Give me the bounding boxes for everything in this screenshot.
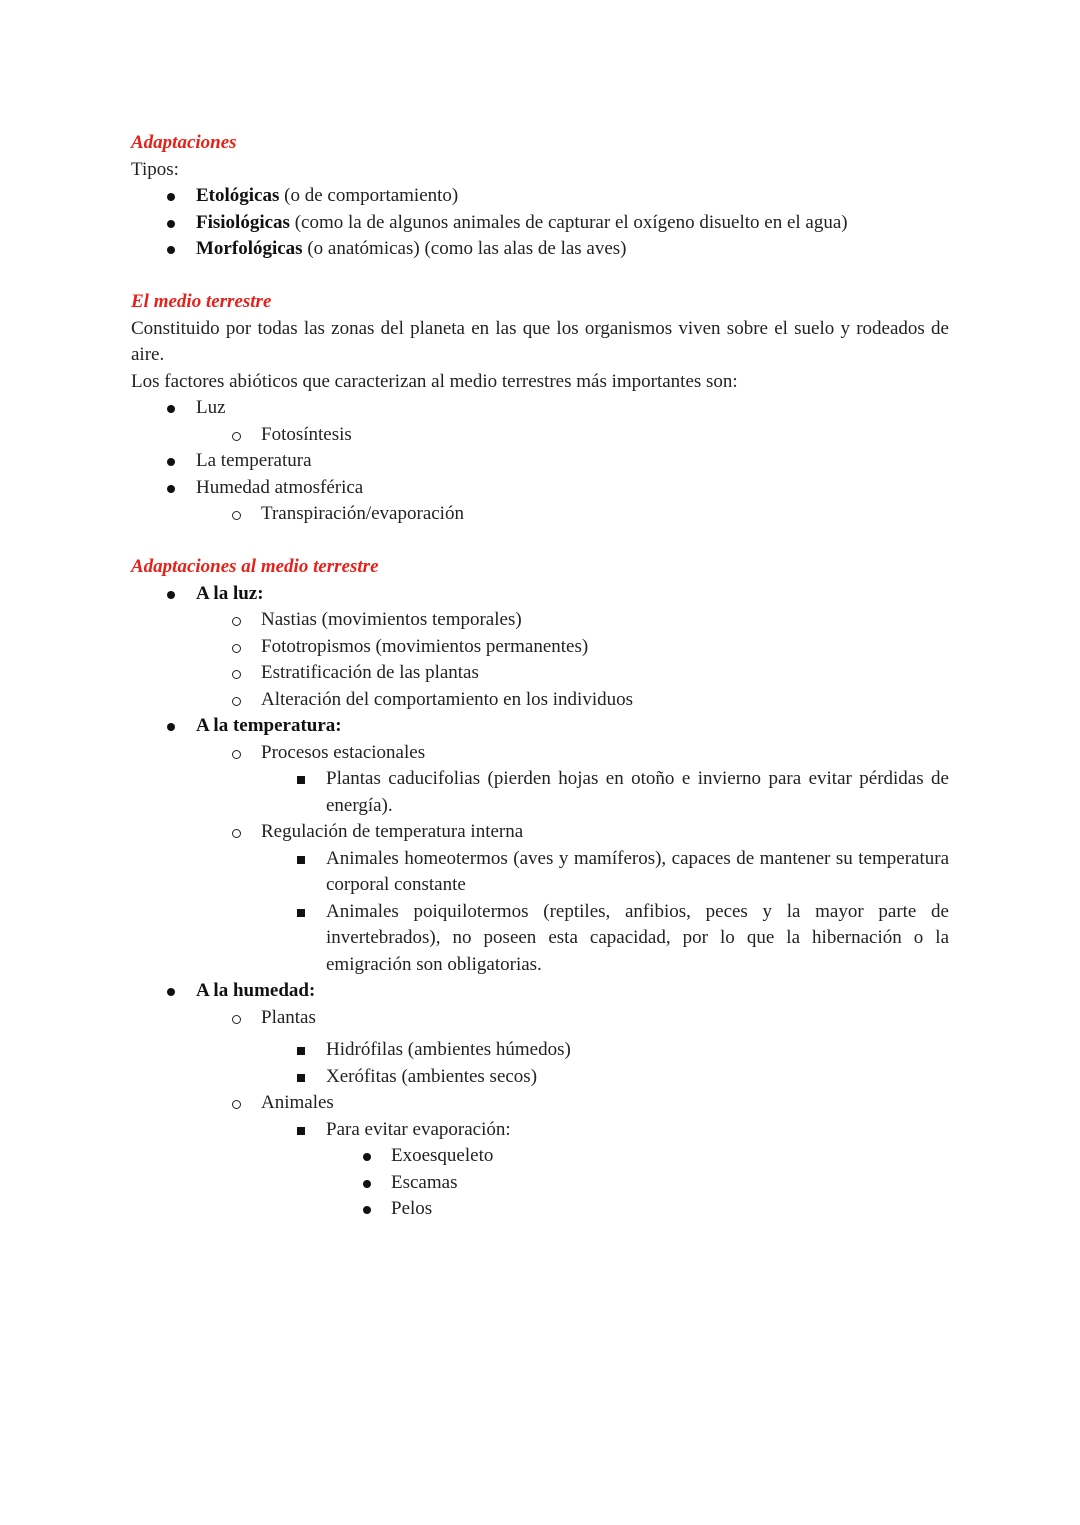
item-text: Animales poiquilotermos (reptiles, anfibios, peces y la mayor parte de invertebrados), no poseen esta capacidad, por lo que la hibernación o la emigración son obligatorias. (326, 900, 949, 975)
paragraph: Constituido por todas las zonas del planeta en las que los organismos viven sobre el suelo y rodeados de aire. (131, 317, 949, 365)
circle-bullet-icon (232, 697, 241, 706)
bullet-icon (167, 193, 175, 201)
item-term: Morfológicas (196, 238, 303, 259)
list-item (131, 1117, 949, 1144)
item-text: Transpiración/evaporación (261, 503, 464, 524)
circle-bullet-icon (232, 617, 241, 626)
square-bullet-icon (297, 1074, 305, 1082)
item-term: A la humedad: (196, 980, 316, 1001)
list-item (131, 210, 949, 237)
item-text: Pelos (391, 1198, 433, 1219)
item-text: Hidrófilas (ambientes húmedos) (326, 1039, 571, 1060)
item-text: Nastias (movimientos temporales) (261, 609, 522, 630)
bullet-icon (167, 988, 175, 996)
item-text: La temperatura (196, 450, 312, 471)
item-text: Alteración del comportamiento en los individuos (261, 688, 634, 710)
list-item (131, 236, 949, 263)
item-text: Para evitar evaporación: (326, 1118, 511, 1140)
circle-bullet-icon (232, 511, 241, 520)
item-text: Fototropismos (movimientos permanentes) (261, 635, 589, 657)
circle-bullet-icon (232, 1015, 241, 1024)
bullet-icon (167, 458, 175, 466)
list-item (131, 766, 949, 819)
item-term: A la luz: (196, 582, 264, 604)
list-item (131, 607, 949, 634)
list-item (131, 422, 949, 449)
item-term: Fisiológicas (196, 211, 290, 233)
list-item (131, 819, 949, 846)
list-item (131, 448, 949, 475)
circle-bullet-icon (232, 750, 241, 759)
item-term: Etológicas (196, 185, 280, 206)
list-item (131, 1037, 949, 1064)
item-text: (como la de algunos animales de capturar el oxígeno disuelto en el agua) (289, 211, 848, 233)
circle-bullet-icon (232, 829, 241, 838)
item-text: Luz (196, 397, 226, 418)
item-text: Humedad atmosférica (196, 476, 364, 498)
paragraph: Los factores abióticos que caracterizan al medio terrestres más importantes son: (131, 370, 738, 392)
list-item (131, 1005, 949, 1032)
list-item (131, 846, 949, 899)
item-text: (o de comportamiento) (279, 185, 459, 206)
square-bullet-icon (297, 856, 305, 864)
list-item (131, 475, 949, 502)
bullet-icon (167, 591, 175, 599)
list-item (131, 687, 949, 714)
square-bullet-icon (297, 1127, 305, 1135)
list-item (131, 660, 949, 687)
circle-bullet-icon (232, 644, 241, 653)
item-text: Exoesqueleto (391, 1145, 494, 1166)
list-item (131, 183, 949, 210)
list-item (131, 978, 949, 1005)
list-item (131, 1090, 949, 1117)
list-item (131, 740, 949, 767)
list-item (131, 634, 949, 661)
document-page (131, 130, 949, 1223)
bullet-icon (167, 246, 175, 254)
list-item (131, 899, 949, 979)
item-text: Fotosíntesis (261, 423, 352, 445)
bullet-icon (167, 723, 175, 731)
heading-adaptaciones-medio-terrestre: Adaptaciones al medio terrestre (131, 556, 379, 577)
heading-adaptaciones: Adaptaciones (131, 132, 237, 153)
list-item (131, 501, 949, 528)
heading-medio-terrestre: El medio terrestre (131, 291, 272, 312)
bullet-icon (167, 485, 175, 493)
item-text: Procesos estacionales (261, 741, 426, 763)
square-bullet-icon (297, 909, 305, 917)
tipos-label: Tipos: (131, 158, 179, 180)
list-item (131, 713, 949, 740)
item-term: A la temperatura: (196, 715, 342, 736)
list-item (131, 395, 949, 422)
list-item (131, 1170, 949, 1197)
list-item (131, 1064, 949, 1091)
bullet-icon (363, 1206, 371, 1214)
bullet-icon (363, 1153, 371, 1161)
item-text: Regulación de temperatura interna (261, 821, 524, 842)
bullet-icon (167, 405, 175, 413)
bullet-icon (363, 1180, 371, 1188)
square-bullet-icon (297, 776, 305, 784)
item-text: Plantas caducifolias (pierden hojas en otoño e invierno para evitar pérdidas de energía). (326, 768, 949, 816)
square-bullet-icon (297, 1047, 305, 1055)
item-text: Estratificación de las plantas (261, 662, 479, 683)
circle-bullet-icon (232, 432, 241, 441)
list-item (131, 581, 949, 608)
item-text: (o anatómicas) (como las alas de las aves) (302, 238, 627, 259)
item-text: Animales homeotermos (aves y mamíferos), capaces de mantener su temperatura corporal constante (326, 847, 949, 895)
bullet-icon (167, 220, 175, 228)
circle-bullet-icon (232, 1100, 241, 1109)
item-text: Escamas (391, 1171, 458, 1193)
list-item (131, 1143, 949, 1170)
item-text: Xerófitas (ambientes secos) (326, 1065, 538, 1087)
item-text: Plantas (261, 1006, 316, 1028)
circle-bullet-icon (232, 670, 241, 679)
item-text: Animales (261, 1092, 334, 1113)
list-item (131, 1196, 949, 1223)
